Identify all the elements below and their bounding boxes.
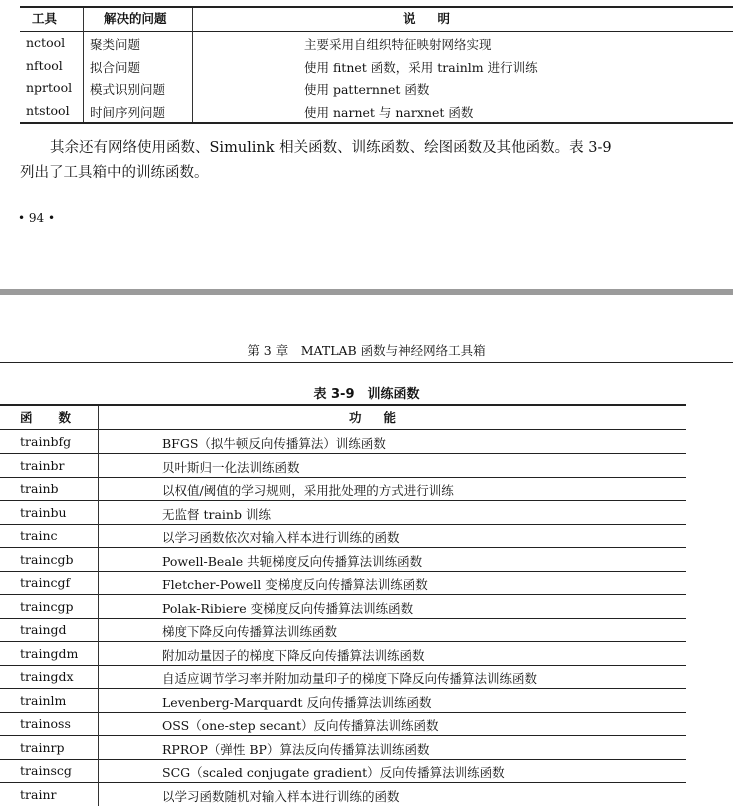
table-row [0, 665, 686, 688]
function-description-cell: 以学习函数随机对输入样本进行训练的函数 [162, 788, 400, 804]
function-description-cell: 附加动量因子的梯度下降反向传播算法训练函数 [162, 647, 425, 663]
function-name-cell: trainrp [20, 739, 65, 755]
table-bottom-rule [20, 122, 733, 124]
table-caption: 表 3-9 训练函数 [313, 387, 420, 402]
function-name-cell: trainbu [20, 504, 67, 520]
table-row [0, 501, 686, 524]
function-description-cell: 贝叶斯归一化法训练函数 [162, 459, 300, 475]
table-row [0, 689, 686, 712]
table-header-row [0, 404, 686, 428]
tools-table [20, 6, 733, 120]
function-name-cell: trainlm [20, 692, 67, 708]
header-problem: 解决的问题 [104, 11, 167, 26]
table-row [20, 32, 733, 54]
function-description-cell: RPROP（弹性 BP）算法反向传播算法训练函数 [162, 741, 430, 757]
table-row [0, 454, 686, 477]
function-name-cell: traincgb [20, 551, 74, 567]
function-description-cell: Powell-Beale 共轭梯度反向传播算法训练函数 [162, 553, 423, 569]
table-row [0, 618, 686, 641]
function-description-cell: Levenberg-Marquardt 反向传播算法训练函数 [162, 694, 432, 710]
table-row [0, 783, 686, 806]
function-description-cell: Fletcher-Powell 变梯度反向传播算法训练函数 [162, 577, 428, 592]
function-name-cell: trainb [20, 481, 59, 496]
header-function: 函数 [20, 410, 98, 425]
function-description-cell: BFGS（拟牛顿反向传播算法）训练函数 [162, 436, 386, 451]
table-row [20, 100, 733, 122]
body-paragraph-line-2: 列出了工具箱中的训练函数。 [20, 165, 209, 181]
function-name-cell: traingd [20, 622, 67, 637]
header-feature: 功能 [349, 410, 419, 425]
table-row [0, 759, 686, 782]
column-divider [83, 8, 84, 122]
column-divider [192, 8, 193, 122]
function-description-cell: 梯度下降反向传播算法训练函数 [162, 624, 338, 639]
function-name-cell: traincgp [20, 598, 74, 614]
tool-cell: nctool [26, 35, 66, 50]
problem-cell: 聚类问题 [90, 37, 141, 52]
function-description-cell: OSS（one-step secant）反向传播算法训练函数 [162, 718, 439, 733]
function-name-cell: trainbr [20, 457, 65, 473]
function-description-cell: Polak-Ribiere 变梯度反向传播算法训练函数 [162, 600, 414, 616]
function-description-cell: SCG（scaled conjugate gradient）反向传播算法训练函数 [162, 765, 505, 780]
function-name-cell: trainbfg [20, 434, 72, 449]
table-row [0, 548, 686, 571]
table-row [0, 712, 686, 735]
training-functions-table [0, 404, 686, 804]
tool-cell: ntstool [26, 102, 70, 118]
tool-cell: nftool [26, 57, 63, 73]
table-header-row [20, 6, 733, 30]
description-cell: 使用 patternnet 函数 [304, 82, 430, 97]
table-row [20, 77, 733, 99]
chapter-header: 第 3 章 MATLAB 函数与神经网络工具箱 [247, 343, 486, 358]
table-row [0, 736, 686, 759]
table-row [20, 55, 733, 77]
function-name-cell: traingdm [20, 645, 79, 661]
problem-cell: 拟合问题 [90, 59, 141, 75]
description-cell: 主要采用自组织特征映射网络实现 [304, 37, 492, 52]
header-tool: 工具 [32, 11, 58, 26]
function-name-cell: trainoss [20, 716, 71, 731]
body-paragraph-line-1: 其余还有网络使用函数、Simulink 相关函数、训练函数、绘图函数及其他函数。表 3-9 [50, 140, 612, 156]
problem-cell: 时间序列问题 [90, 104, 166, 120]
table-row [0, 430, 686, 453]
function-description-cell: 以权值/阈值的学习规则，采用批处理的方式进行训练 [162, 483, 454, 498]
page-number: • 94 • [18, 211, 56, 225]
description-cell: 使用 narnet 与 narxnet 函数 [304, 104, 474, 120]
function-name-cell: trainr [20, 786, 57, 802]
function-name-cell: trainc [20, 528, 58, 543]
tool-cell: nprtool [26, 80, 73, 95]
function-description-cell: 以学习函数依次对输入样本进行训练的函数 [162, 530, 400, 545]
chapter-header-rule [0, 362, 733, 363]
function-name-cell: trainscg [20, 763, 72, 778]
column-divider [98, 406, 99, 806]
problem-cell: 模式识别问题 [90, 82, 166, 97]
function-name-cell: traingdx [20, 669, 74, 684]
table-row [0, 571, 686, 594]
function-description-cell: 自适应调节学习率并附加动量印子的梯度下降反向传播算法训练函数 [162, 671, 538, 686]
page-separator [0, 289, 733, 295]
function-name-cell: traincgf [20, 575, 71, 590]
table-row [0, 477, 686, 500]
table-row [0, 642, 686, 665]
table-row [0, 595, 686, 618]
function-description-cell: 无监督 trainb 训练 [162, 506, 271, 522]
table-row [0, 524, 686, 547]
description-cell: 使用 fitnet 函数，采用 trainlm 进行训练 [304, 59, 538, 75]
header-description: 说明 [403, 11, 473, 26]
